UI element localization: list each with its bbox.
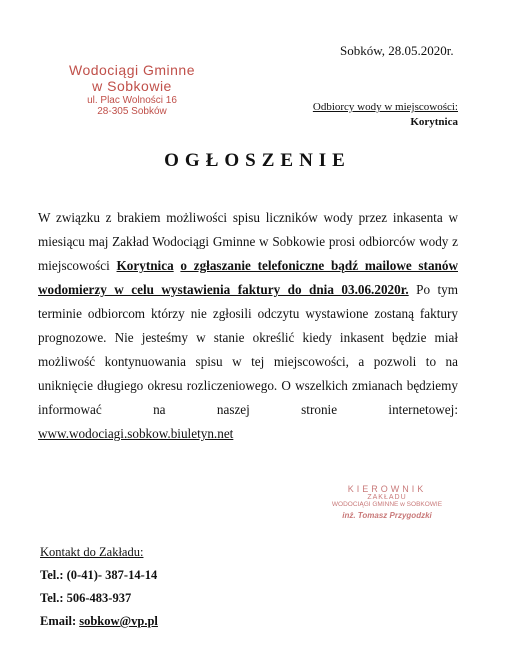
stamp-line-company: Wodociągi Gminne <box>68 62 196 78</box>
body-request: o zgłaszanie telefoniczne bądź mailowe stanów wodomierzy w celu wystawienia faktury do dnia 03.06.2020r. <box>38 258 458 297</box>
contact-block <box>40 541 158 633</box>
recipients-village: Korytnica <box>410 116 458 128</box>
recipients-label: Odbiorcy wody w miejscowości: <box>312 101 458 113</box>
announcement-body <box>38 206 458 446</box>
signature-stamp <box>322 484 452 520</box>
signature-name: inż. Tomasz Przygodzki <box>342 511 432 520</box>
contact-email <box>40 610 158 633</box>
body-village: Korytnica <box>116 258 174 273</box>
company-stamp <box>52 62 212 117</box>
recipients-block <box>300 100 458 130</box>
signature-title: KIEROWNIK <box>347 484 427 494</box>
email-label: Email: <box>40 614 77 628</box>
signature-line3: WODOCIĄGI GMINNE w SOBKOWIE <box>331 501 443 508</box>
contact-phone-2 <box>40 587 158 610</box>
document-title: OGŁOSZENIE <box>164 150 351 171</box>
body-details: Po tym terminie odbiorcom którzy nie zgłosili odczytu wystawione zostaną faktury prognozowe. Nie jesteśmy w stanie określić kiedy inkasent będzie miał możliwość kontynuowania spisu w tej miejscowości, a pozwoli to na uniknięcie długiego okresu rozliczeniowego. O wszelkich zmianach będziemy informować na naszej stronie internetowej: <box>38 282 459 417</box>
signature-line2: ZAKŁADU <box>367 494 407 501</box>
phone-2-label: Tel.: <box>40 591 64 605</box>
phone-1-number: (0-41)- 387-14-14 <box>66 568 158 582</box>
website-link[interactable]: www.wodociagi.sobkow.biuletyn.net <box>38 426 234 441</box>
contact-phone-1 <box>40 564 158 587</box>
stamp-line-location: w Sobkowie <box>92 78 172 94</box>
phone-1-label: Tel.: <box>40 568 64 582</box>
body-intro: W związku z brakiem możliwości spisu liczników wody przez inkasenta w miesiącu maj Zakład Wodociągi Gminne w Sobkowie prosi odbiorców wody z miejscowości <box>38 210 458 273</box>
document-date: Sobków, 28.05.2020r. <box>340 43 454 58</box>
stamp-line-postcode: 28-305 Sobków <box>97 106 167 117</box>
stamp-line-street: ul. Plac Wolności 16 <box>87 95 177 106</box>
phone-2-number: 506-483-937 <box>66 591 132 605</box>
contact-heading: Kontakt do Zakładu: <box>40 545 144 559</box>
email-link[interactable]: sobkow@vp.pl <box>79 614 158 628</box>
